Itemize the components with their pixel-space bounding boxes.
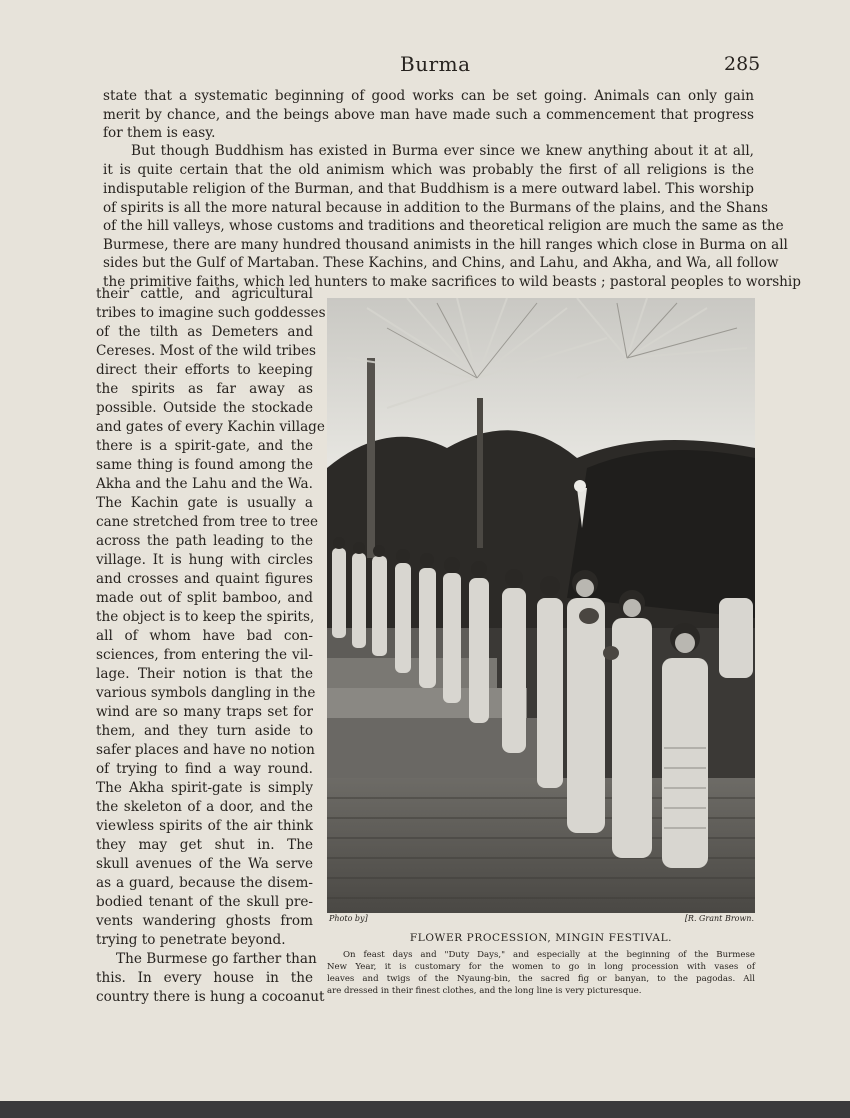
column-line: sciences, from entering the vil- xyxy=(96,647,313,663)
page-number: 285 xyxy=(724,53,761,75)
column-line: and gates of every Kachin village xyxy=(96,419,325,435)
column-line: various symbols dangling in the xyxy=(96,685,316,701)
column-line: vents wandering ghosts from xyxy=(96,913,313,929)
column-line: this. In every house in the xyxy=(96,970,313,986)
photo-credit-name: [R. Grant Brown. xyxy=(684,914,754,923)
body-line: state that a systematic beginning of good works can be set going. Animals can only gain xyxy=(103,88,754,104)
column-line: The Burmese go farther than xyxy=(116,951,317,967)
body-line: of spirits is all the more natural because in addition to the Burmans of the plains, and the Shans xyxy=(103,200,768,216)
column-line: direct their efforts to keeping xyxy=(96,362,313,378)
figure-caption-title: FLOWER PROCESSION, MINGIN FESTIVAL. xyxy=(409,932,673,944)
column-line: the spirits as far away as xyxy=(96,381,313,397)
body-line: indisputable religion of the Burman, and that Buddhism is a mere outward label. This worship xyxy=(103,181,754,197)
figure-caption-line: New Year, it is customary for the women to go in long procession with vases of xyxy=(327,962,755,972)
body-line: Burmese, there are many hundred thousand animists in the hill ranges which close in Burma on all xyxy=(103,237,788,253)
column-line: of the tilth as Demeters and xyxy=(96,324,313,340)
bottom-edge-band xyxy=(0,1101,850,1118)
column-line: tribes to imagine such goddesses xyxy=(96,305,326,321)
figure-caption-line: leaves and twigs of the Nyaung-bin, the sacred fig or banyan, to the pagodas. All xyxy=(327,974,755,984)
column-line: bodied tenant of the skull pre- xyxy=(96,894,313,910)
column-line: Cereses. Most of the wild tribes xyxy=(96,343,316,359)
body-line: But though Buddhism has existed in Burma ever since we knew anything about it at all, xyxy=(131,143,754,159)
column-line: lage. Their notion is that the xyxy=(96,666,313,682)
column-line: same thing is found among the xyxy=(96,457,313,473)
column-line: them, and they turn aside to xyxy=(96,723,313,739)
column-line: wind are so many traps set for xyxy=(96,704,313,720)
column-line: the object is to keep the spirits, xyxy=(96,609,315,625)
column-line: cane stretched from tree to tree xyxy=(96,514,319,530)
column-line: safer places and have no notion xyxy=(96,742,315,758)
column-line: across the path leading to the xyxy=(96,533,313,549)
column-line: their cattle, and agricultural xyxy=(96,286,313,302)
column-line: trying to penetrate beyond. xyxy=(96,932,286,948)
column-line: possible. Outside the stockade xyxy=(96,400,313,416)
column-line: the skeleton of a door, and the xyxy=(96,799,313,815)
column-line: there is a spirit-gate, and the xyxy=(96,438,313,454)
column-line: Akha and the Lahu and the Wa. xyxy=(96,476,313,492)
body-line: it is quite certain that the old animism which was probably the first of all religions is the xyxy=(103,162,754,178)
column-line: all of whom have bad con- xyxy=(96,628,313,644)
body-line: for them is easy. xyxy=(103,125,216,141)
figure-caption-line: are dressed in their finest clothes, and the long line is very picturesque. xyxy=(327,986,642,996)
column-line: skull avenues of the Wa serve xyxy=(96,856,313,872)
procession-photograph xyxy=(327,298,755,913)
page-header-title: Burma xyxy=(400,52,471,76)
body-line: sides but the Gulf of Martaban. These Kachins, and Chins, and Lahu, and Akha, and Wa, all follow xyxy=(103,255,779,271)
column-line: as a guard, because the disem- xyxy=(96,875,313,891)
figure-caption-line: On feast days and "Duty Days," and especially at the beginning of the Burmese xyxy=(343,950,755,960)
column-line: of trying to find a way round. xyxy=(96,761,313,777)
column-line: country there is hung a cocoanut xyxy=(96,989,325,1005)
column-line: they may get shut in. The xyxy=(96,837,313,853)
column-line: and crosses and quaint figures xyxy=(96,571,313,587)
body-line: merit by chance, and the beings above man have made such a commencement that progress xyxy=(103,107,754,123)
body-line: the primitive faiths, which led hunters to make sacrifices to wild beasts ; pastoral peoples to worship xyxy=(103,274,801,290)
column-line: made out of split bamboo, and xyxy=(96,590,313,606)
column-line: The Akha spirit-gate is simply xyxy=(96,780,313,796)
body-line: of the hill valleys, whose customs and traditions and theoretical religion are much the same as the xyxy=(103,218,784,234)
photo-credit-label: Photo by] xyxy=(329,914,368,923)
column-line: viewless spirits of the air think xyxy=(96,818,313,834)
column-line: The Kachin gate is usually a xyxy=(96,495,313,511)
column-line: village. It is hung with circles xyxy=(96,552,313,568)
